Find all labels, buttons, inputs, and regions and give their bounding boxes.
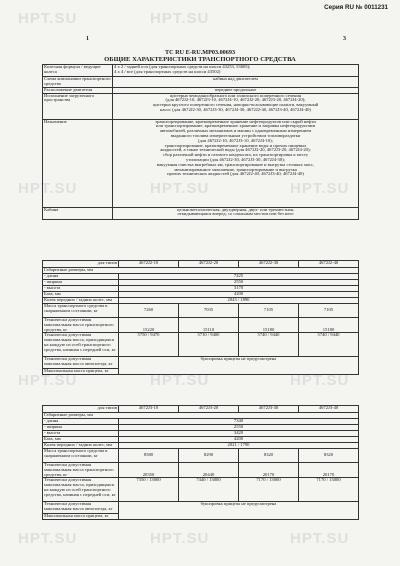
purpose-line: вакуумная очистка выгребных ям, транспортирование и выгрузка сточных масс, (156, 161, 315, 167)
wheel-formula-line: 4 х 4 / все (для транспортных средств на шасси 43502) (114, 68, 221, 74)
length-value: 7340 (119, 419, 359, 425)
load-space-label: Исполнение загрузочного пространства (43, 93, 113, 119)
watermark: HPT.SU (290, 530, 350, 547)
dimensions-label: Габаритные размеры, мм (43, 413, 359, 419)
axle-mass-value: 7170 / 13000 (299, 478, 359, 502)
model-name: 4672J2-40 (299, 261, 359, 268)
watermark: HPT.SU (150, 10, 210, 27)
axle-mass-label: Технически допустимая максимальная масса, приходящаяся на каждую из осей транспортного средства, начиная с передней оси, кг (43, 478, 119, 502)
axle-mass-value: 5740 / 9440 (239, 333, 299, 357)
model-name: 4672J3-20 (179, 406, 239, 413)
gross-mass-value: 20440 (179, 463, 239, 478)
curb-mass-value: 7105 (239, 304, 299, 318)
axle-mass-value: 5750 / 9470 (119, 333, 179, 357)
wheelbase-label: База, мм (43, 292, 119, 298)
model-name: 4672J2-20 (179, 261, 239, 268)
model-name: 4672J2-30 (239, 261, 299, 268)
dimensions-label: Габаритные размеры, мм (43, 268, 359, 274)
width-label: - ширина (43, 280, 119, 286)
watermark: HPT.SU (150, 530, 210, 547)
purpose-line: сбор различной нефти и газового конденсата, их транспортировка к месту (162, 152, 309, 158)
gross-mass-value: 15180 (239, 318, 299, 333)
gross-mass-value: 20170 (299, 463, 359, 478)
curb-mass-value: 7105 (299, 304, 359, 318)
model-name: 4672J3-40 (299, 406, 359, 413)
track-label: Колея передних / задних колес, мм (43, 298, 119, 304)
load-space-line: цистерна круглого поперечного сечения, напорно-всасывающие шланги, вакуумный (152, 102, 319, 108)
length-value: 7425 (119, 274, 359, 280)
axle-mass-value: 7350 / 13000 (119, 478, 179, 502)
engine-label: Расположение двигателя (43, 87, 113, 93)
gross-mass-value: 15220 (119, 318, 179, 333)
cab-label: Кабина (43, 207, 113, 219)
curb-mass-value: 8320 (299, 449, 359, 463)
curb-mass-label: Масса транспортного средства в снаряженном состоянии, кг (43, 449, 119, 463)
purpose-line: транспортирование, кратковременное хранение нефтепродуктов или сырой нефти (155, 119, 316, 124)
curb-mass-value: 8290 (179, 449, 239, 463)
track-value: 2043 / 1890 (119, 298, 359, 304)
trailer-mass-label: Максимальная масса прицепа, кг (43, 514, 119, 520)
models-header-label: для типов (43, 261, 119, 268)
watermark: HPT.SU (18, 372, 78, 389)
model-name: 4672J2-10 (119, 261, 179, 268)
length-label: - длина (43, 274, 119, 280)
curb-mass-value: 8320 (239, 449, 299, 463)
purpose-label: Назначение (43, 119, 113, 207)
watermark: HPT.SU (18, 180, 78, 197)
general-table (42, 64, 359, 220)
trailer-mass-label: Максимальная масса прицепа, кг (43, 369, 119, 375)
gross-mass-label: Технически допустимая максимальная масса транспортного средства, кг (43, 318, 119, 333)
towing-note: буксировка прицепа не предусмотрена (119, 502, 359, 520)
track-value: 2021 / 1790 (119, 443, 359, 449)
purpose-line: механизированное заполнение, транспортирование и выгрузка (174, 166, 297, 172)
track-label: Колея передних / задних колес, мм (43, 443, 119, 449)
gross-mass-value: 20350 (119, 463, 179, 478)
height-label: - высота (43, 431, 119, 437)
model-name: 4672J3-30 (239, 406, 299, 413)
gross-mass-value: 15180 (299, 318, 359, 333)
axle-mass-value: 5740 / 9440 (299, 333, 359, 357)
gross-mass-value: 20170 (239, 463, 299, 478)
axle-mass-value: 7170 / 13000 (239, 478, 299, 502)
width-value: 2550 (119, 280, 359, 286)
axle-mass-value: 5710 / 9400 (179, 333, 239, 357)
height-value: 3170 (119, 286, 359, 292)
gross-mass-label: Технически допустимая максимальная масса транспортного средства, кг (43, 463, 119, 478)
model-name: 4672J3-10 (119, 406, 179, 413)
engine-value: переднее продольное (113, 87, 359, 93)
curb-mass-value: 8580 (119, 449, 179, 463)
purpose-line: утилизации (для 4672J2-30, 4672J3-30, 4672J4-30); (186, 156, 285, 162)
axle-mass-label: Технически допустимая максимальная масса, приходящаяся на каждую из осей транспортного средства, начиная с передней оси, кг (43, 333, 119, 357)
purpose-line: автомобилей, различных механизмов и машин с одновременным измерением (159, 128, 312, 134)
purpose-line: прочих технических жидкостей (для 4672J2-40, 4672J3-40, 4672J4-40) (167, 171, 304, 177)
axle-mass-value: 7440 / 13000 (179, 478, 239, 502)
width-label: - ширина (43, 425, 119, 431)
wheel-formula-line: 4 х 2 / задней оси (для транспортных средств на шасси 43253, 53605); (114, 64, 251, 69)
towing-note: буксировка прицепа не предусмотрена (119, 357, 359, 375)
page-title: ОБЩИЕ ХАРАКТЕРИСТИКИ ТРАНСПОРТНОГО СРЕДСТВА (104, 56, 296, 63)
wheelbase-label: База, мм (43, 437, 119, 443)
purpose-line: транспортирование, кратковременное хранение воды и прочих пищевых (164, 142, 307, 148)
page-number-left: 1 (86, 36, 89, 42)
watermark: HPT.SU (18, 10, 78, 27)
purpose-value (113, 119, 359, 207)
spec-table-2 (42, 405, 359, 520)
wheel-formula-label: Колесная формула / ведущие колеса (43, 65, 113, 77)
purpose-line: (для 4672J2-10, 4672J3-10, 4672J4-10); (197, 137, 273, 143)
purpose-line: или транспортирование, кратковременное хранение и заправка нефтепродуктами (155, 123, 316, 129)
train-mass-label: Технически допустимая максимальная масса автопоезда, кг (43, 357, 119, 369)
wheel-formula-value (113, 65, 359, 77)
curb-mass-value: 7035 (179, 304, 239, 318)
purpose-line: жидкостей, а также технической воды (для 4672J2-20, 4672J3-20, 4672J4-20); (160, 147, 311, 153)
load-space-line: цистерна чемоданообразного или эллипсного поперечного сечения (169, 93, 302, 98)
height-value: 3420 (119, 431, 359, 437)
layout-value: кабина над двигателем (113, 77, 359, 88)
page-number-right: 3 (343, 36, 346, 42)
length-label: - длина (43, 419, 119, 425)
serial-number: Серия RU № 0011231 (324, 4, 388, 11)
spec-table-1 (42, 260, 359, 375)
purpose-line: выданного топлива измерительным устройством топливораздатки (170, 132, 301, 138)
gross-mass-value: 15110 (179, 318, 239, 333)
load-space-line: насос (для 4672J2-30, 4672J3-30, 4672J4-30, 4672J2-40, 4672J3-40, 4672J4-40) (160, 106, 311, 112)
curb-mass-label: Масса транспортного средства в снаряженном состоянии, кг (43, 304, 119, 318)
width-value: 2550 (119, 425, 359, 431)
load-space-line: (для 4672J2-10, 4672J3-10, 4672J4-10, 4672J2-20, 4672J3-20, 4672J4-20); (165, 97, 306, 103)
watermark: HPT.SU (150, 372, 210, 389)
height-label: - высота (43, 286, 119, 292)
watermark: HPT.SU (150, 180, 210, 197)
curb-mass-value: 7260 (119, 304, 179, 318)
watermark: HPT.SU (290, 180, 350, 197)
wheelbase-value: 4200 (119, 437, 359, 443)
cab-line: откидывающаяся вперед, со спальным местом или без него (177, 211, 294, 217)
cab-value (113, 207, 359, 219)
watermark: HPT.SU (18, 530, 78, 547)
wheelbase-value: 4200 (119, 292, 359, 298)
watermark: HPT.SU (290, 372, 350, 389)
cab-line: цельнометаллическая, двухдверная, двух- или трехместная, (177, 207, 294, 212)
layout-label: Схема компоновки транспортного средства (44, 76, 111, 86)
load-space-value (113, 93, 359, 119)
certificate-ref: ТС RU E-RU.МР03.00693 (164, 49, 236, 56)
train-mass-label: Технически допустимая максимальная масса автопоезда, кг (43, 502, 119, 514)
models-header-label: для типов (43, 406, 119, 413)
